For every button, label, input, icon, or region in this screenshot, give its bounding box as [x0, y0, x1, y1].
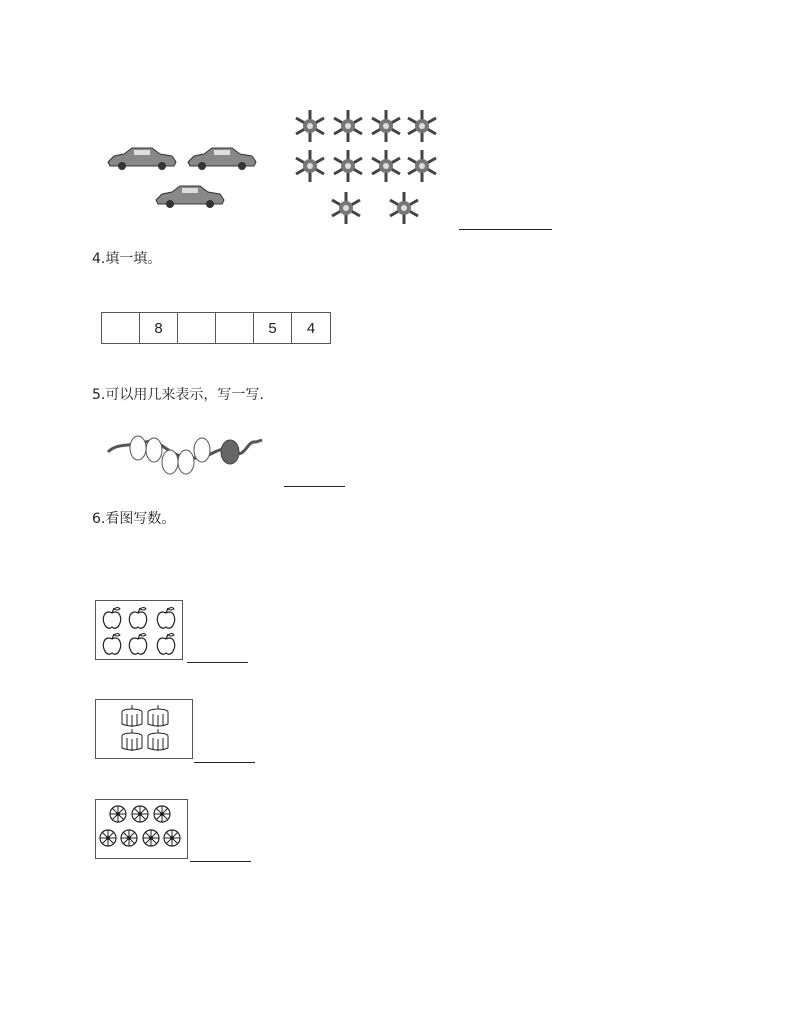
sequence-cell[interactable] — [102, 313, 140, 343]
apples-answer-blank[interactable] — [187, 662, 248, 663]
apples-picture — [95, 600, 183, 660]
q3-answer-blank[interactable] — [459, 229, 552, 230]
q4-label: 4.填一填。 — [92, 251, 162, 267]
flowers-picture — [95, 799, 188, 859]
cars-snowflakes-image — [104, 104, 448, 228]
apples-drawing — [96, 601, 182, 659]
sequence-cell: 5 — [254, 313, 292, 343]
q5-answer-blank[interactable] — [284, 486, 345, 487]
beads-on-string-image — [106, 430, 266, 478]
flowers-answer-blank[interactable] — [190, 861, 251, 862]
sequence-cell: 8 — [140, 313, 178, 343]
sequence-cell[interactable] — [178, 313, 216, 343]
q5-label: 5.可以用几来表示，写一写. — [92, 387, 264, 403]
flowers-drawing — [96, 800, 187, 858]
cakes-picture — [95, 699, 193, 759]
number-sequence-boxes — [101, 312, 331, 344]
cars-snowflakes-drawing — [104, 104, 448, 228]
sequence-cell: 4 — [306, 319, 316, 337]
sequence-cell[interactable] — [216, 313, 254, 343]
q6-label: 6.看图写数。 — [92, 511, 176, 527]
beads-drawing — [106, 430, 266, 478]
cakes-answer-blank[interactable] — [194, 762, 255, 763]
cakes-drawing — [96, 700, 192, 758]
